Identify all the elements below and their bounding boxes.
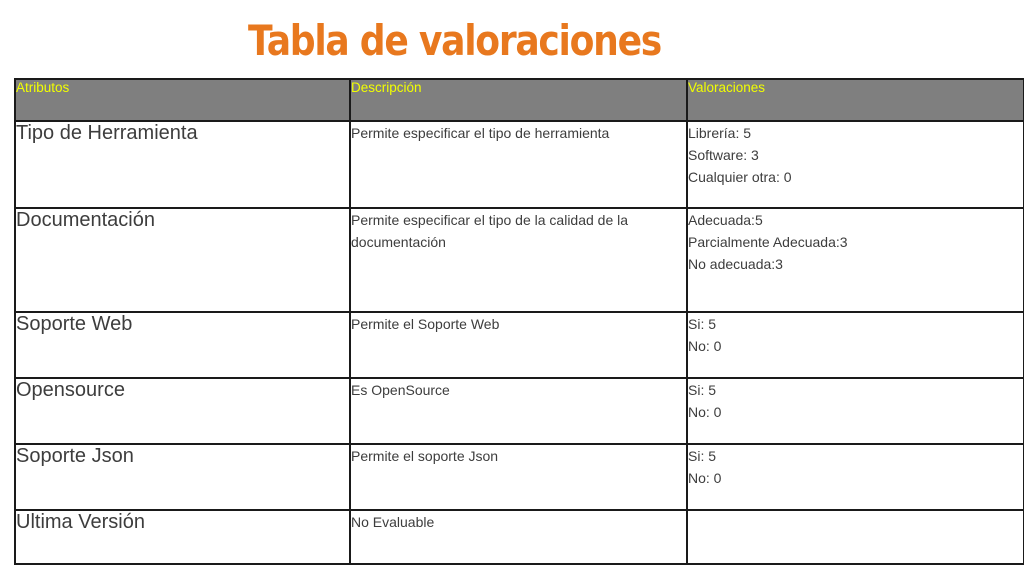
rating-value: No: 0 <box>688 404 722 420</box>
rating-value: Adecuada:5 <box>688 212 763 228</box>
description-cell: Es OpenSource <box>350 378 687 444</box>
table-row <box>15 312 1024 378</box>
attribute-cell: Soporte Json <box>15 444 350 510</box>
ratings-cell <box>687 312 1024 378</box>
rating-value: Parcialmente Adecuada:3 <box>688 234 848 250</box>
ratings-cell <box>687 378 1024 444</box>
ratings-cell <box>687 208 1024 312</box>
rating-value: Si: 5 <box>688 316 717 332</box>
ratings-table <box>14 78 1024 565</box>
description-cell: Permite especificar el tipo de la calidad de la documentación <box>350 208 687 312</box>
attribute-cell: Ultima Versión <box>15 510 350 564</box>
slide-title: Tabla de valoraciones <box>248 16 662 65</box>
table-row <box>15 510 1024 564</box>
header-description: Descripción <box>350 79 687 121</box>
description-cell: Permite el soporte Json <box>350 444 687 510</box>
rating-value: No: 0 <box>688 338 722 354</box>
ratings-cell <box>687 444 1024 510</box>
table-row <box>15 444 1024 510</box>
header-ratings: Valoraciones <box>687 79 1024 121</box>
attribute-cell: Documentación <box>15 208 350 312</box>
description-cell: Permite el Soporte Web <box>350 312 687 378</box>
rating-value: Si: 5 <box>688 448 717 464</box>
rating-value: Librería: 5 <box>688 125 752 141</box>
table-row <box>15 208 1024 312</box>
description-cell: Permite especificar el tipo de herramienta <box>350 121 687 208</box>
rating-value: No: 0 <box>688 470 722 486</box>
table-row <box>15 121 1024 208</box>
attribute-cell: Opensource <box>15 378 350 444</box>
ratings-cell <box>687 121 1024 208</box>
table-row <box>15 378 1024 444</box>
attribute-cell: Tipo de Herramienta <box>15 121 350 208</box>
description-cell: No Evaluable <box>350 510 687 564</box>
attribute-cell: Soporte Web <box>15 312 350 378</box>
rating-value: Si: 5 <box>688 382 717 398</box>
rating-value: Software: 3 <box>688 147 759 163</box>
header-attributes: Atributos <box>15 79 350 121</box>
rating-value: Cualquier otra: 0 <box>688 169 792 185</box>
ratings-cell <box>687 510 1024 564</box>
table-header-row <box>15 79 1024 121</box>
rating-value: No adecuada:3 <box>688 256 783 272</box>
